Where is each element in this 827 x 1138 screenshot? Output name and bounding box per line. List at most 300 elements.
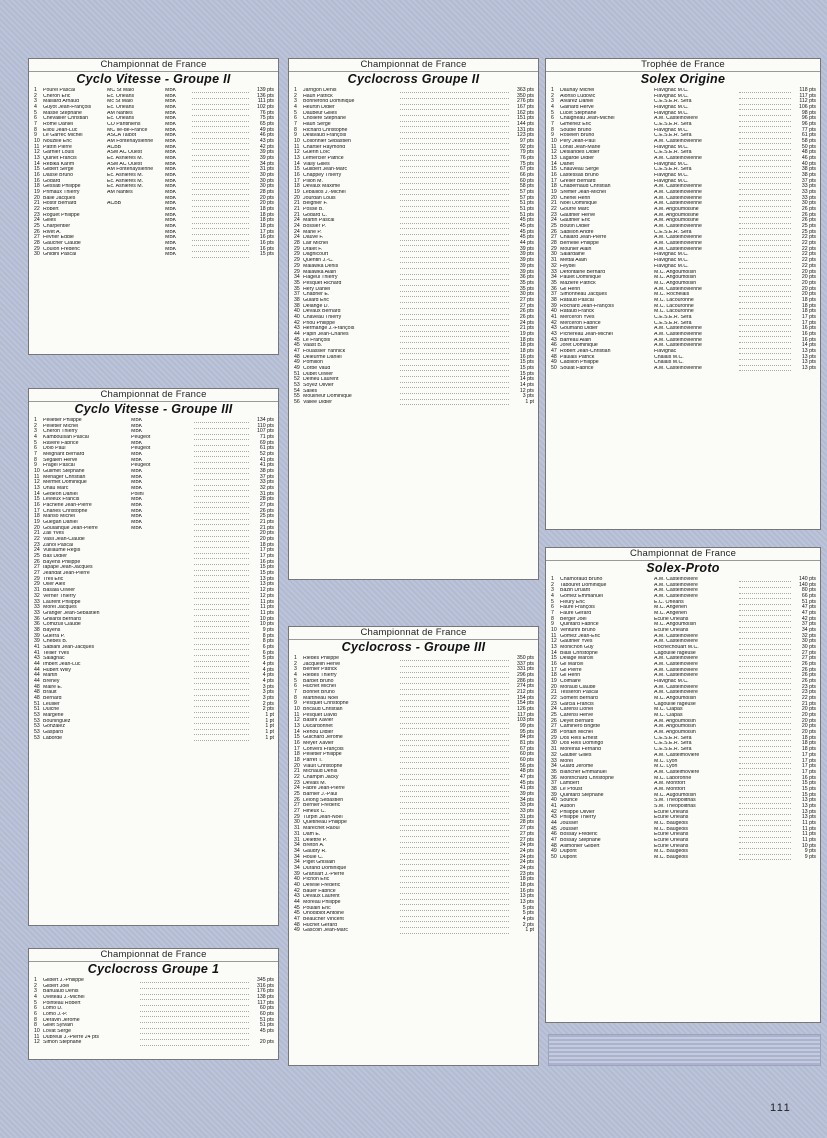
rider-name: Charles Christophe [43,508,88,514]
rank: 39 [294,870,300,877]
leader-dots [739,628,791,633]
leader-dots [194,469,249,474]
results-list [29,88,278,258]
rank: 40 [551,797,557,804]
leader-dots [739,321,791,326]
leader-dots [400,894,509,899]
points: 17 pts [259,228,274,235]
leader-dots [400,786,509,791]
club: A.M. Angoumoisine [654,212,699,218]
points: 2 pts [262,706,274,713]
rider-name: Convers François [303,746,344,752]
rank: 12 [294,717,300,724]
points: 75 pts [519,160,534,167]
leader-dots [739,736,791,741]
club: MBK [131,508,143,514]
rank: 14 [34,160,40,167]
points: 39 pts [519,257,534,264]
points: 28 pts [259,189,274,196]
rank: 29 [34,575,40,582]
rider-name: Bas Didier [43,554,67,560]
rider-name: Martin Pascal [303,218,335,224]
club: MBK [131,474,143,480]
rank: 11 [294,711,300,718]
rank: 16 [34,172,40,179]
club: M.C. Angoumoisin [654,269,697,275]
rank: 49 [294,364,300,371]
brand: MBK [165,235,177,241]
panel-header: Championnat de France [289,627,538,640]
points: 11 pts [802,836,816,843]
club: MBK [131,503,143,509]
rank: 23 [34,211,40,218]
leader-dots [194,560,249,565]
club: Ecurie Orléans [654,628,689,634]
points: 39 pts [519,268,534,275]
points: 47 pts [801,610,816,617]
leader-dots [192,252,249,257]
points: 24 pts [519,853,534,860]
rider-name: Robert [43,207,59,213]
rank: 20 [551,194,557,201]
points: 17 pts [259,547,274,554]
club: M.C. Angoumoisin [654,696,697,702]
rider-name: Gransart J.-Pierre [303,871,345,877]
rank: 29 [34,245,40,252]
leader-dots [400,383,509,388]
rider-name: Quintard Fabrice [560,622,599,628]
rider-name: Jarrigon Denis [303,88,337,93]
rank: 17 [34,507,40,514]
club: A.M. Castelnovienne [654,235,702,241]
rider-name: Barbet Bruno [303,678,334,684]
rank: 44 [551,819,557,826]
rank: 12 [551,638,557,645]
rider-name: Malawka Alain [303,269,337,275]
rank: 36 [551,285,557,292]
rider-name: Gautier Gilles [560,752,592,758]
rider-name: Salagnac [43,656,65,662]
rider-name: Merceron Yves [560,314,595,320]
rider-name: Parret T. [303,758,323,764]
rider-name: Meyer Xavier [303,741,334,747]
rank: 31 [551,257,557,264]
club: M.C. Angoumoisin [654,280,697,286]
rank: 10 [551,138,557,145]
leader-dots [400,889,509,894]
points: 4 pts [522,915,534,922]
points: 10 pts [259,621,274,628]
club: Ec. Asnieres M. [107,184,144,190]
rider-name: Richard Christophe [303,127,348,133]
points: 16 pts [519,887,534,894]
points: 18 pts [259,223,274,230]
rider-name: Eliou Jean-Luc [43,127,78,133]
rank: 19 [34,189,40,196]
rank: 10 [34,468,40,475]
leader-dots [400,230,509,235]
points: 61 pts [259,445,274,452]
leader-dots [739,264,791,269]
brand: MBK [165,212,177,218]
points: 32 pts [259,485,274,492]
rank: 13 [551,155,557,162]
rank: 24 [294,223,300,230]
rider-name: Ravere Fabrice [43,440,79,446]
club: M.C. Lyon [654,764,678,770]
leader-dots [739,99,791,104]
rider-name: Mounier Alain [560,246,592,252]
rider-name: Gomez Emmanuel [560,594,603,600]
leader-dots [400,872,509,877]
rider-name: Deleurme Daniel [303,354,342,360]
rank: 12 [34,479,40,486]
rider-name: Houle C. [303,854,324,860]
rider-name: Berger Joël [560,616,587,622]
rider-name: Lovat Serge [43,1029,71,1035]
leader-dots [400,349,509,354]
rank: 6 [294,683,297,690]
rank: 14 [551,160,557,167]
club: MC Ile-de-France [107,127,148,133]
rank: 8 [294,694,297,701]
points: 154 pts [516,700,534,707]
leader-dots [194,588,249,593]
leader-dots [739,844,791,849]
points: 39 pts [259,155,274,162]
brand: MBK [165,201,177,207]
rank: 23 [551,700,557,707]
rank: 51 [34,706,40,713]
rank: 45 [294,336,300,343]
points: 10 pts [801,842,816,849]
rider-name: Cheron Thierry [43,429,78,435]
points: 331 pts [516,666,534,673]
points: 40 pts [801,160,816,167]
points: 167 pts [516,104,534,111]
points: 8 pts [262,632,274,639]
leader-dots [400,343,509,348]
club [107,252,165,258]
points: 13 pts [801,353,816,360]
leader-dots [194,668,249,673]
results-list [289,656,538,934]
rider-name: Gonzalez [43,724,65,730]
leader-dots [192,235,249,240]
points: 50 pts [801,143,816,150]
rider-name: Treil Eric [43,576,64,582]
points: 18 pts [519,347,534,354]
points: 60 pts [519,177,534,184]
rank: 36 [551,774,557,781]
points: 20 pts [801,274,816,281]
club: A.M. Angoumoisin [654,724,696,730]
rider-name: Devais M. [303,780,327,786]
rider-name: Cheron Eric [43,93,71,99]
points: 25 pts [801,223,816,230]
leader-dots [194,458,249,463]
points: 126 pts [516,706,534,713]
points: 76 pts [259,109,274,116]
rank: 12 [294,149,300,156]
rider-name: Vallée Didier [303,399,333,405]
club: Flavignac M.C. [654,263,689,269]
points: 350 pts [516,655,534,661]
rider-name: Gilbert Serge [43,167,74,173]
club: Ec. Asnieres M. [107,178,144,184]
leader-dots [739,776,791,781]
rank: 22 [34,536,40,543]
points: 11 pts [802,819,816,826]
points: 13 pts [259,581,274,588]
rider-name: Chappey Thierry [303,173,342,179]
points: 96 pts [801,115,816,122]
points: 15 pts [519,359,534,366]
points: 22 pts [801,257,816,264]
club: A.M. Castelnovienne [654,241,702,247]
rank: 43 [551,336,557,343]
rank: 27 [294,802,300,809]
rider-name: Zanol Pascal [43,542,73,548]
rank: 22 [551,695,557,702]
rank: 41 [34,643,40,650]
rank: 29 [551,245,557,252]
brand: MBK [165,110,177,116]
points: 45 pts [259,1028,274,1035]
rider-name: Bazin Druant [560,588,590,594]
rank: 48 [34,683,40,690]
points: 11 pts [260,609,274,616]
points: 22 pts [801,262,816,269]
rider-name: Merceron Fabrice [560,320,601,326]
points: 20 pts [801,712,816,719]
rider-name: Danet [560,161,574,167]
rank: 39 [551,302,557,309]
leader-dots [192,218,249,223]
leader-dots [192,88,249,93]
leader-dots [400,690,509,695]
club: A.M. Castelnovienne [654,246,702,252]
leader-dots [192,94,249,99]
results-list [546,88,820,372]
leader-dots [739,855,791,860]
leader-dots [192,173,249,178]
club: Ec. Orléans [107,116,135,122]
rank: 53 [34,711,40,718]
leader-dots [739,645,791,650]
leader-dots [140,1023,249,1028]
rider-name: Corbe Vaud [303,365,331,371]
rank: 3 [34,988,37,995]
points: 13 pts [801,802,816,809]
leader-dots [194,475,249,480]
rank: 2 [34,422,37,429]
leader-dots [400,304,509,309]
rider-name: Chartier Raymond [303,144,346,150]
rider-name: Baile Jacques [43,195,76,201]
leader-dots [400,718,509,723]
leader-dots [739,213,791,218]
rider-name: Dasse Bruno [43,173,73,179]
leader-dots [739,719,791,724]
rank: 44 [34,666,40,673]
rank: 29 [551,734,557,741]
leader-dots [739,741,791,746]
leader-dots [194,724,249,729]
points: 1 pt [525,398,534,405]
rank: 50 [551,853,557,860]
points: 39 pts [519,262,534,269]
points: 316 pts [256,982,274,989]
leader-dots [739,145,791,150]
points: 58 pts [519,183,534,190]
rider-name: Verner Thierry [43,593,76,599]
leader-dots [400,105,509,110]
rank: 49 [551,359,557,366]
points: 41 pts [259,456,274,463]
rank: 29 [294,262,300,269]
points: 26 pts [259,507,274,514]
results-list [29,418,278,741]
points: 30 pts [259,172,274,179]
rank: 11 [294,143,300,150]
leader-dots [400,713,509,718]
brand: MBK [165,88,177,93]
rank: 24 [294,228,300,235]
rider-name: Rataud Franck [560,309,595,315]
rider-name: Jeandat Jean-Pierre [43,571,90,577]
rider-name: Devaux Bernard [303,309,341,315]
points: 3 pts [262,689,274,696]
leader-dots [739,304,791,309]
club: Chalais M.C. [654,360,684,366]
rank: 24 [551,706,557,713]
rank: 37 [551,291,557,298]
rider-name: Laurent Philippe [43,599,81,605]
points: 38 pts [801,172,816,179]
leader-dots [400,911,509,916]
rank: 49 [294,927,300,934]
points: 61 pts [801,132,816,139]
club: S.M. Theopolithas [654,803,696,809]
leader-dots [400,377,509,382]
club: Flavignac M.C. [654,178,689,184]
points: 345 pts [256,977,274,983]
points: 57 pts [519,194,534,201]
points: 138 pts [256,994,274,1001]
rank: 28 [294,240,300,247]
rank: 31 [34,587,40,594]
club: Ecurie Orléans [654,843,689,849]
rider-name: Guegan Daniel [43,520,78,526]
rank: 28 [551,240,557,247]
rank: 1 [294,655,297,661]
leader-dots [194,702,249,707]
rider-name: Haun Patrick [303,93,333,99]
points: 17 pts [801,763,816,770]
rank: 43 [551,814,557,821]
rider-name: Chaigneau Jean-Michel [560,116,615,122]
points: 37 pts [259,473,274,480]
rider-name: Roselen Bruno [560,133,595,139]
rider-name: Iapape Jean-Jacques [43,565,93,571]
rank: 6 [34,1011,37,1018]
brand: MBK [165,178,177,184]
points: 45 pts [519,217,534,224]
rank: 38 [551,296,557,303]
rank: 41 [551,802,557,809]
rider-name: Dupont [560,854,577,860]
brand: MBK [165,190,177,196]
rank: 21 [294,206,300,213]
rider-name: Mettai Alain [560,258,587,264]
rider-name: Lelong Sébastien [303,797,344,803]
club: A.M. Castelnovienne [654,190,702,196]
club: A.M. Castelnovienne [654,343,702,349]
leader-dots [400,355,509,360]
club: M.C. Lacouronne [654,297,694,303]
leader-dots [739,332,791,337]
rank: 16 [34,502,40,509]
rider-name: Levieux Francis [43,497,80,503]
rank: 15 [551,655,557,662]
points: 16 pts [801,774,816,781]
leader-dots [739,605,791,610]
rider-name: Bossay Stéphane [560,837,601,843]
club: Cagouille rageuse [654,701,696,707]
rank: 10 [34,138,40,145]
points: 1 pt [265,723,274,730]
rider-name: Laborde [43,735,63,741]
rank: 16 [551,661,557,668]
leader-dots [194,611,249,616]
rider-name: Lagarde Didier [560,156,595,162]
rider-name: Jacquelin Hervé [303,661,341,667]
leader-dots [194,577,249,582]
leader-dots [400,679,509,684]
leader-dots [140,1001,249,1006]
leader-dots [400,741,509,746]
club: A.M. Castelnovienne [654,286,702,292]
rider-name: Bernier Frédéric [303,803,341,809]
points: 39 pts [519,251,534,258]
rank: 4 [294,104,297,111]
points: 81 pts [519,740,534,747]
rider-name: Vially Gilles [303,161,330,167]
points: 41 pts [519,785,534,792]
points: 286 pts [516,677,534,684]
club: Flavignac M.C. [654,88,689,93]
leader-dots [194,492,249,497]
brand: MBK [165,167,177,173]
rank: 13 [34,155,40,162]
points: 123 pts [516,132,534,139]
points: 13 pts [801,808,816,815]
leader-dots [739,804,791,809]
rank: 43 [34,655,40,662]
rider-name: Cholière Stéphane [303,116,346,122]
leader-dots [400,781,509,786]
rank: 15 [294,734,300,741]
rank: 6 [34,1005,37,1012]
rank: 18 [551,183,557,190]
rider-name: Fevrier Eddie [43,235,74,241]
rank: 42 [551,319,557,326]
rider-name: Margerie [43,712,64,718]
points: 95 pts [519,728,534,735]
rank: 30 [551,251,557,258]
points: 15 pts [259,251,274,258]
